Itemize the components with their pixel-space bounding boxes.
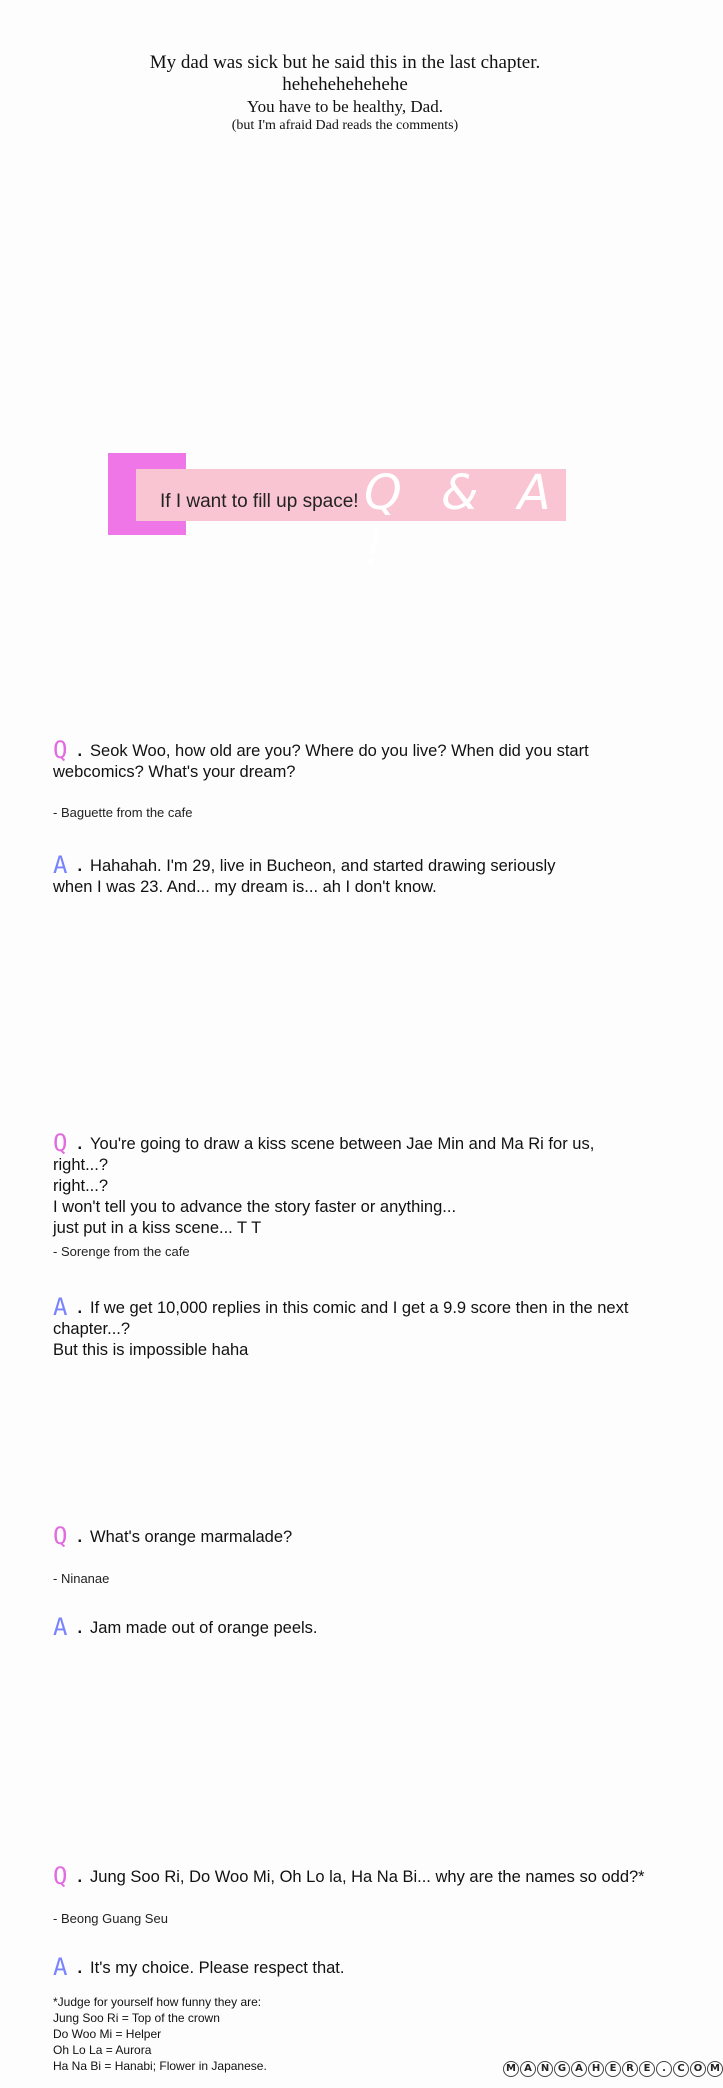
header-line-3: You have to be healthy, Dad.	[247, 97, 443, 116]
watermark-letter: M	[503, 2061, 519, 2077]
question-text: webcomics? What's your dream?	[53, 763, 296, 781]
question-source: - Sorenge from the cafe	[53, 1244, 190, 1259]
watermark-letter: N	[537, 2061, 553, 2077]
watermark-letter: C	[673, 2061, 689, 2077]
question-source: - Ninanae	[53, 1571, 110, 1586]
footnote-line: Do Woo Mi = Helper	[53, 2027, 162, 2041]
question-text: Jung Soo Ri, Do Woo Mi, Oh Lo la, Ha Na Bi... why are the names so odd?*	[90, 1868, 645, 1886]
header-line-4: (but I'm afraid Dad reads the comments)	[231, 118, 459, 133]
footnote	[53, 1994, 267, 2074]
watermark-letter: R	[622, 2061, 638, 2077]
question-text: just put in a kiss scene... T T	[53, 1219, 262, 1237]
question-text: right...?	[53, 1177, 109, 1195]
banner-text: If I want to fill up space!	[160, 491, 359, 512]
footnote-line: Jung Soo Ri = Top of the crown	[53, 2011, 220, 2025]
a-mark: A	[53, 1293, 68, 1321]
question-4: Q . Jung Soo Ri, Do Woo Mi, Oh Lo la, Ha Na Bi... why are the names so odd?*	[53, 1862, 645, 1890]
question-text: What's orange marmalade?	[90, 1528, 293, 1546]
header-line-1: My dad was sick but he said this in the last chapter.	[149, 52, 541, 73]
question-text: You're going to draw a kiss scene between Jae Min and Ma Ri for us, right...?	[53, 1135, 595, 1174]
answer-text: Hahahah. I'm 29, live in Bucheon, and started drawing seriously	[90, 857, 556, 875]
a-mark: A	[53, 1953, 68, 1981]
answer-text: Jam made out of orange peels.	[90, 1619, 318, 1637]
q-mark: Q	[53, 1129, 68, 1157]
answer-text: when I was 23. And... my dream is... ah I don't know.	[53, 878, 437, 896]
watermark-letter: A	[520, 2061, 536, 2077]
watermark-letter: H	[588, 2061, 604, 2077]
question-source: - Beong Guang Seu	[53, 1911, 168, 1926]
q-mark: Q	[53, 1862, 68, 1890]
answer-text: It's my choice. Please respect that.	[90, 1959, 345, 1977]
watermark-letter: E	[639, 2061, 655, 2077]
question-3: Q . What's orange marmalade?	[53, 1522, 293, 1550]
a-mark: A	[53, 1613, 68, 1641]
header-line-2: hehehehehehehe	[282, 74, 408, 95]
question-2: Q . You're going to draw a kiss scene between Jae Min and Ma Ri for us, right...? right...? I won't tell you to advance the story faster or anything... just put in a kiss scene... T T	[53, 1133, 653, 1239]
answer-4: A . It's my choice. Please respect that.	[53, 1953, 345, 1981]
watermark-letter: O	[690, 2061, 706, 2077]
answer-1: A . Hahahah. I'm 29, live in Bucheon, and started drawing seriously when I was 23. And... my dream is... ah I don't know.	[53, 855, 653, 898]
question-text: Seok Woo, how old are you? Where do you live? When did you start	[90, 742, 589, 760]
site-watermark	[503, 2061, 723, 2077]
answer-text: But this is impossible haha	[53, 1341, 249, 1359]
answer-text: If we get 10,000 replies in this comic and I get a 9.9 score then in the next	[90, 1299, 629, 1317]
banner-qa-title: Q & A !	[364, 465, 563, 577]
qa-banner	[108, 453, 566, 577]
watermark-letter: M	[707, 2061, 723, 2077]
question-text: I won't tell you to advance the story faster or anything...	[53, 1198, 457, 1216]
footnote-line: *Judge for yourself how funny they are:	[53, 1995, 262, 2009]
footnote-line: Oh Lo La = Aurora	[53, 2043, 152, 2057]
answer-3: A . Jam made out of orange peels.	[53, 1613, 318, 1641]
footnote-line: Ha Na Bi = Hanabi; Flower in Japanese.	[53, 2059, 267, 2073]
q-mark: Q	[53, 736, 68, 764]
answer-text: chapter...?	[53, 1320, 131, 1338]
question-1: Q . Seok Woo, how old are you? Where do you live? When did you start webcomics? What's your dream?	[53, 740, 653, 783]
watermark-letter: .	[656, 2061, 672, 2077]
header-note	[0, 52, 690, 135]
watermark-letter: G	[554, 2061, 570, 2077]
watermark-letter: A	[571, 2061, 587, 2077]
watermark-letter: E	[605, 2061, 621, 2077]
q-mark: Q	[53, 1522, 68, 1550]
answer-2: A . If we get 10,000 replies in this comic and I get a 9.9 score then in the next chapter...? But this is impossible haha	[53, 1297, 653, 1361]
question-source: - Baguette from the cafe	[53, 805, 193, 820]
a-mark: A	[53, 851, 68, 879]
